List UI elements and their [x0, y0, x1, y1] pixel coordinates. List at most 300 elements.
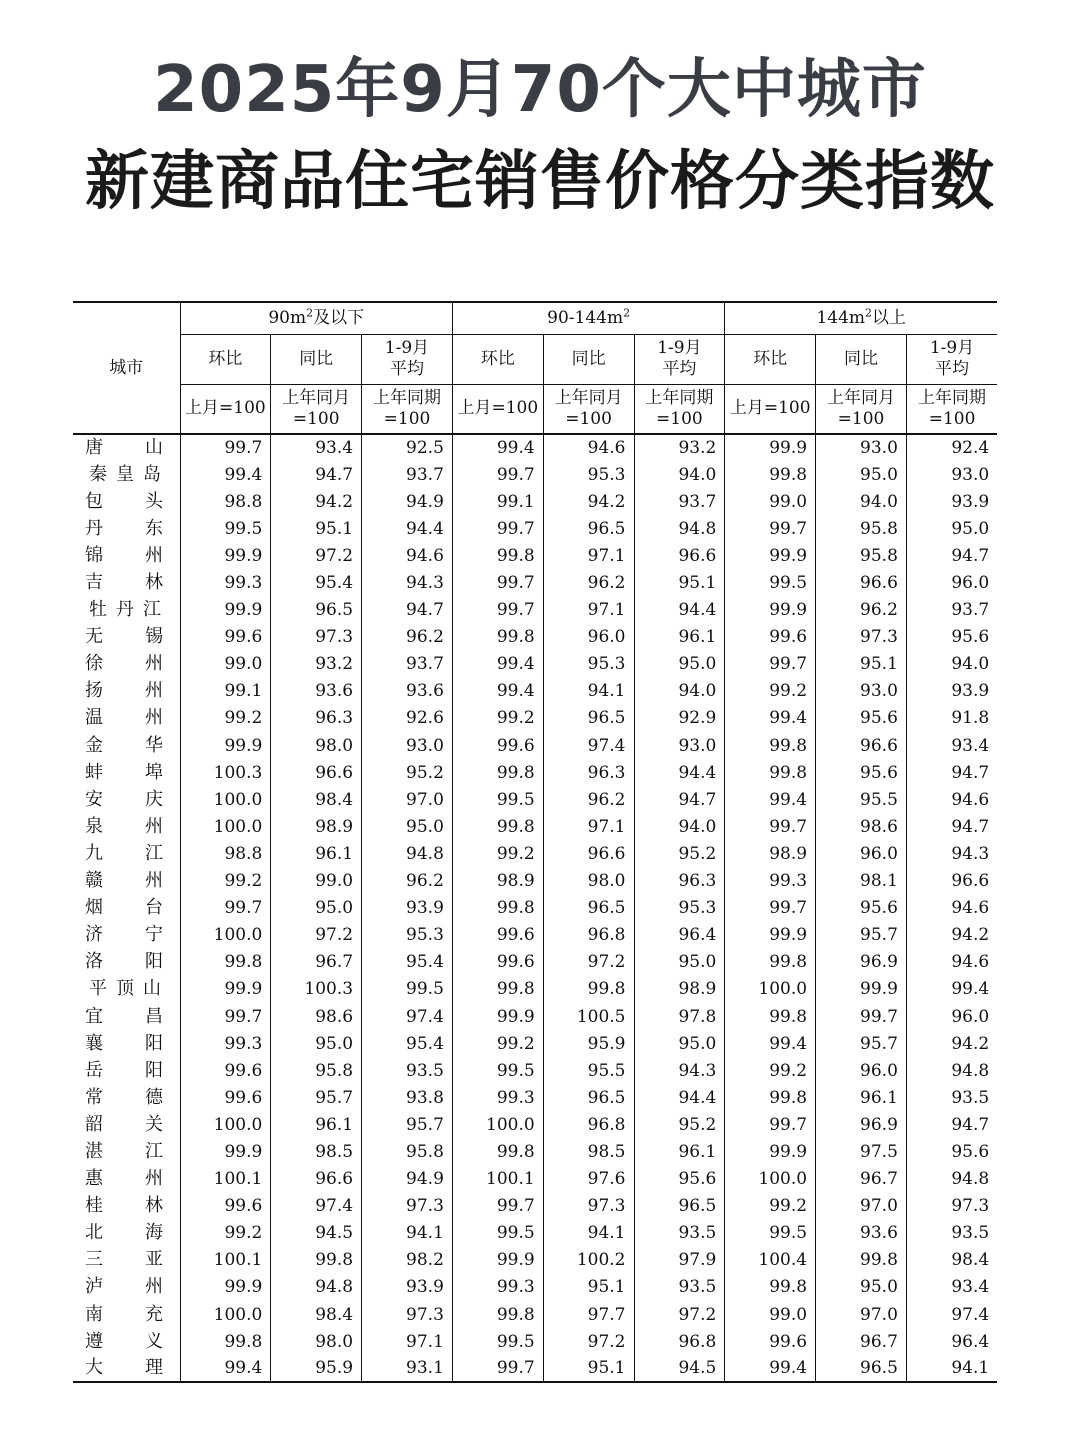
value-cell: 98.9: [725, 840, 816, 867]
table-row: [73, 1166, 997, 1193]
value-cell: 99.8: [452, 542, 543, 569]
value-cell: 99.8: [452, 813, 543, 840]
city-cell: 无 锡: [85, 626, 163, 648]
value-cell: 98.2: [362, 1247, 453, 1274]
value-cell: 94.9: [362, 488, 453, 515]
city-cell: 烟 台: [85, 897, 163, 919]
value-cell: 99.9: [725, 922, 816, 949]
value-cell: 97.5: [816, 1138, 907, 1165]
value-cell: 93.9: [362, 1274, 453, 1301]
value-cell: 99.4: [180, 1355, 271, 1382]
value-cell: 99.1: [180, 678, 271, 705]
value-cell: 94.4: [634, 597, 725, 624]
value-cell: 92.6: [362, 705, 453, 732]
value-cell: 95.7: [816, 1030, 907, 1057]
value-cell: 99.5: [452, 1220, 543, 1247]
value-cell: 99.2: [452, 840, 543, 867]
value-cell: 99.7: [180, 434, 271, 461]
value-cell: 95.7: [271, 1084, 362, 1111]
table-row: [73, 868, 997, 895]
value-cell: 98.0: [271, 1328, 362, 1355]
value-cell: 94.7: [906, 542, 997, 569]
value-cell: 95.3: [543, 461, 634, 488]
value-cell: 95.0: [634, 651, 725, 678]
value-cell: 96.5: [634, 1193, 725, 1220]
city-cell: 九 江: [85, 842, 163, 864]
sub-header: 1-9月 平均: [634, 334, 725, 384]
table-row: [73, 840, 997, 867]
value-cell: 93.4: [906, 1274, 997, 1301]
value-cell: 96.0: [906, 1003, 997, 1030]
city-cell: 岳 阳: [85, 1059, 163, 1081]
value-cell: 99.8: [816, 1247, 907, 1274]
value-cell: 93.8: [362, 1084, 453, 1111]
value-cell: 97.9: [634, 1247, 725, 1274]
value-cell: 94.3: [362, 569, 453, 596]
value-cell: 95.3: [543, 651, 634, 678]
value-cell: 96.3: [634, 868, 725, 895]
value-cell: 94.8: [271, 1274, 362, 1301]
table-row: [73, 515, 997, 542]
value-cell: 96.4: [634, 922, 725, 949]
value-cell: 97.3: [362, 1301, 453, 1328]
value-cell: 96.2: [362, 868, 453, 895]
value-cell: 95.1: [271, 515, 362, 542]
value-cell: 96.2: [816, 597, 907, 624]
city-cell: 锦 州: [85, 544, 163, 566]
city-cell: 三 亚: [85, 1249, 163, 1271]
table-row: [73, 651, 997, 678]
value-cell: 93.5: [906, 1220, 997, 1247]
value-cell: 95.5: [543, 1057, 634, 1084]
value-cell: 96.9: [816, 1111, 907, 1138]
value-cell: 98.9: [634, 976, 725, 1003]
value-cell: 98.8: [180, 488, 271, 515]
city-column-header: 城市: [73, 302, 180, 434]
value-cell: 92.9: [634, 705, 725, 732]
value-cell: 94.0: [634, 678, 725, 705]
page-title: [0, 44, 1080, 228]
value-cell: 100.5: [543, 1003, 634, 1030]
value-cell: 96.0: [816, 840, 907, 867]
value-cell: 99.8: [452, 624, 543, 651]
value-cell: 95.3: [634, 895, 725, 922]
value-cell: 99.3: [725, 868, 816, 895]
value-cell: 97.3: [816, 624, 907, 651]
value-cell: 95.6: [816, 759, 907, 786]
value-cell: 99.9: [180, 542, 271, 569]
value-cell: 95.3: [362, 922, 453, 949]
table-row: [73, 1355, 997, 1382]
value-cell: 96.8: [543, 1111, 634, 1138]
value-cell: 96.7: [816, 1328, 907, 1355]
value-cell: 94.4: [634, 1084, 725, 1111]
value-cell: 93.6: [816, 1220, 907, 1247]
value-cell: 95.4: [362, 1030, 453, 1057]
value-cell: 97.3: [271, 624, 362, 651]
group-header: $90-144m^2$: [452, 302, 724, 334]
value-cell: 99.6: [180, 1084, 271, 1111]
value-cell: 99.8: [725, 1003, 816, 1030]
value-cell: 100.0: [180, 786, 271, 813]
value-cell: 99.1: [452, 488, 543, 515]
table-row: [73, 1247, 997, 1274]
city-cell: 平 顶 山: [89, 978, 161, 1000]
value-cell: 99.7: [725, 895, 816, 922]
city-cell: 遵 义: [85, 1330, 163, 1352]
value-cell: 99.7: [725, 1111, 816, 1138]
value-cell: 95.9: [271, 1355, 362, 1382]
value-cell: 95.8: [816, 542, 907, 569]
value-cell: 99.7: [180, 1003, 271, 1030]
value-cell: 95.8: [816, 515, 907, 542]
value-cell: 95.1: [816, 651, 907, 678]
value-cell: 93.9: [906, 678, 997, 705]
value-cell: 93.9: [362, 895, 453, 922]
value-cell: 93.0: [816, 434, 907, 461]
sub-header: 1-9月 平均: [362, 334, 453, 384]
value-cell: 100.4: [725, 1247, 816, 1274]
table-row: [73, 1328, 997, 1355]
value-cell: 99.2: [180, 1220, 271, 1247]
value-cell: 95.0: [634, 949, 725, 976]
value-cell: 96.2: [362, 624, 453, 651]
table-row: [73, 1274, 997, 1301]
value-cell: 99.4: [725, 705, 816, 732]
table-row: [73, 1138, 997, 1165]
value-cell: 93.6: [362, 678, 453, 705]
value-cell: 96.6: [816, 732, 907, 759]
value-cell: 95.8: [362, 1138, 453, 1165]
value-cell: 98.9: [452, 868, 543, 895]
value-cell: 99.9: [180, 1138, 271, 1165]
value-cell: 99.3: [180, 1030, 271, 1057]
city-cell: 赣 州: [85, 870, 163, 892]
value-cell: 99.6: [180, 624, 271, 651]
value-cell: 94.3: [634, 1057, 725, 1084]
sub-header: 环比: [180, 334, 271, 384]
value-cell: 93.5: [906, 1084, 997, 1111]
value-cell: 94.5: [634, 1355, 725, 1382]
value-cell: 94.0: [816, 488, 907, 515]
value-cell: 99.9: [180, 1274, 271, 1301]
value-cell: 99.9: [816, 976, 907, 1003]
value-cell: 95.1: [634, 569, 725, 596]
value-cell: 93.7: [362, 461, 453, 488]
value-cell: 93.7: [362, 651, 453, 678]
city-cell: 北 海: [85, 1222, 163, 1244]
table-row: [73, 786, 997, 813]
value-cell: 93.5: [634, 1220, 725, 1247]
value-cell: 96.7: [271, 949, 362, 976]
value-cell: 93.2: [271, 651, 362, 678]
value-cell: 99.2: [180, 705, 271, 732]
value-cell: 99.8: [725, 949, 816, 976]
value-cell: 99.2: [452, 1030, 543, 1057]
value-cell: 99.7: [816, 1003, 907, 1030]
value-cell: 99.4: [452, 651, 543, 678]
value-cell: 96.1: [634, 624, 725, 651]
value-cell: 99.8: [452, 1301, 543, 1328]
value-cell: 95.6: [906, 624, 997, 651]
city-cell: 安 庆: [85, 788, 163, 810]
value-cell: 99.8: [452, 1138, 543, 1165]
value-cell: 99.9: [180, 976, 271, 1003]
value-cell: 95.0: [271, 1030, 362, 1057]
value-cell: 95.0: [816, 1274, 907, 1301]
value-cell: 97.4: [543, 732, 634, 759]
city-cell: 扬 州: [85, 680, 163, 702]
table-row: [73, 1111, 997, 1138]
value-cell: 94.8: [634, 515, 725, 542]
sub-header: 同比: [271, 334, 362, 384]
value-cell: 99.7: [452, 515, 543, 542]
value-cell: 93.1: [362, 1355, 453, 1382]
value-cell: 99.2: [452, 705, 543, 732]
value-cell: 97.1: [543, 597, 634, 624]
value-cell: 99.5: [725, 1220, 816, 1247]
group-header: $90m^2$及以下: [180, 302, 452, 334]
value-cell: 96.6: [271, 759, 362, 786]
city-cell: 牡 丹 江: [89, 599, 161, 621]
value-cell: 98.0: [543, 868, 634, 895]
value-cell: 100.1: [180, 1166, 271, 1193]
value-cell: 96.6: [906, 868, 997, 895]
city-cell: 惠 州: [85, 1168, 163, 1190]
value-cell: 97.0: [816, 1301, 907, 1328]
city-cell: 蚌 埠: [85, 761, 163, 783]
value-cell: 94.8: [362, 840, 453, 867]
value-cell: 99.9: [725, 597, 816, 624]
value-cell: 96.6: [816, 569, 907, 596]
value-cell: 96.0: [543, 624, 634, 651]
table-row: [73, 569, 997, 596]
value-cell: 99.8: [725, 1084, 816, 1111]
value-cell: 93.0: [816, 678, 907, 705]
value-cell: 98.1: [816, 868, 907, 895]
value-cell: 94.7: [906, 813, 997, 840]
value-cell: 99.8: [543, 976, 634, 1003]
value-cell: 100.2: [543, 1247, 634, 1274]
value-cell: 99.2: [725, 678, 816, 705]
value-cell: 99.4: [725, 1355, 816, 1382]
value-cell: 99.4: [725, 1030, 816, 1057]
value-cell: 99.6: [452, 949, 543, 976]
value-cell: 99.5: [725, 569, 816, 596]
table-row: [73, 732, 997, 759]
value-cell: 99.4: [725, 786, 816, 813]
base-header: 上年同月 =100: [816, 384, 907, 434]
value-cell: 96.9: [816, 949, 907, 976]
value-cell: 98.4: [271, 1301, 362, 1328]
base-header: 上年同期 =100: [906, 384, 997, 434]
sub-header: 同比: [543, 334, 634, 384]
city-cell: 桂 林: [85, 1195, 163, 1217]
city-cell: 洛 阳: [85, 951, 163, 973]
value-cell: 100.0: [725, 976, 816, 1003]
value-cell: 95.0: [906, 515, 997, 542]
table-row: [73, 705, 997, 732]
value-cell: 95.9: [543, 1030, 634, 1057]
value-cell: 97.7: [543, 1301, 634, 1328]
value-cell: 93.7: [634, 488, 725, 515]
value-cell: 94.6: [362, 542, 453, 569]
value-cell: 99.6: [452, 732, 543, 759]
value-cell: 94.0: [634, 461, 725, 488]
value-cell: 96.5: [543, 515, 634, 542]
table-row: [73, 488, 997, 515]
title-line-1: 2025年9月70个大中城市: [153, 53, 927, 127]
value-cell: 100.0: [452, 1111, 543, 1138]
value-cell: 94.5: [271, 1220, 362, 1247]
value-cell: 99.9: [452, 1247, 543, 1274]
value-cell: 95.5: [816, 786, 907, 813]
value-cell: 99.2: [725, 1057, 816, 1084]
city-cell: 温 州: [85, 707, 163, 729]
value-cell: 94.7: [906, 759, 997, 786]
value-cell: 96.2: [543, 786, 634, 813]
value-cell: 94.2: [906, 1030, 997, 1057]
value-cell: 100.3: [271, 976, 362, 1003]
table-row: [73, 949, 997, 976]
value-cell: 99.7: [452, 461, 543, 488]
value-cell: 99.3: [452, 1274, 543, 1301]
value-cell: 98.6: [271, 1003, 362, 1030]
value-cell: 98.9: [271, 813, 362, 840]
group-header: $144m^2$以上: [725, 302, 997, 334]
value-cell: 94.4: [634, 759, 725, 786]
value-cell: 99.7: [180, 895, 271, 922]
value-cell: 96.6: [634, 542, 725, 569]
value-cell: 96.5: [271, 597, 362, 624]
city-cell: 湛 江: [85, 1140, 163, 1162]
value-cell: 94.2: [543, 488, 634, 515]
value-cell: 97.1: [543, 542, 634, 569]
table-row: [73, 1030, 997, 1057]
value-cell: 94.2: [271, 488, 362, 515]
value-cell: 99.4: [452, 434, 543, 461]
value-cell: 99.7: [452, 1355, 543, 1382]
value-cell: 97.2: [271, 542, 362, 569]
base-header: 上月=100: [180, 384, 271, 434]
table-body: [73, 434, 997, 1382]
value-cell: 96.6: [271, 1166, 362, 1193]
value-cell: 100.1: [452, 1166, 543, 1193]
table-row: [73, 1301, 997, 1328]
value-cell: 96.1: [816, 1084, 907, 1111]
table-row: [73, 678, 997, 705]
value-cell: 93.5: [634, 1274, 725, 1301]
value-cell: 95.0: [634, 1030, 725, 1057]
value-cell: 99.9: [725, 434, 816, 461]
value-cell: 99.6: [452, 922, 543, 949]
value-cell: 99.2: [725, 1193, 816, 1220]
value-cell: 100.1: [180, 1247, 271, 1274]
city-cell: 泉 州: [85, 815, 163, 837]
value-cell: 99.6: [725, 624, 816, 651]
value-cell: 94.7: [906, 1111, 997, 1138]
table-header: [73, 302, 997, 434]
value-cell: 97.2: [271, 922, 362, 949]
value-cell: 97.0: [816, 1193, 907, 1220]
value-cell: 99.0: [180, 651, 271, 678]
value-cell: 100.0: [180, 1301, 271, 1328]
city-cell: 丹 东: [85, 517, 163, 539]
sub-header: 1-9月 平均: [906, 334, 997, 384]
value-cell: 95.4: [271, 569, 362, 596]
value-cell: 99.9: [725, 1138, 816, 1165]
value-cell: 95.7: [816, 922, 907, 949]
value-cell: 95.8: [271, 1057, 362, 1084]
base-header: 上年同期 =100: [362, 384, 453, 434]
value-cell: 93.0: [362, 732, 453, 759]
table-row: [73, 542, 997, 569]
value-cell: 96.3: [543, 759, 634, 786]
value-cell: 99.8: [725, 759, 816, 786]
value-cell: 97.1: [543, 813, 634, 840]
value-cell: 95.6: [906, 1138, 997, 1165]
value-cell: 91.8: [906, 705, 997, 732]
city-cell: 徐 州: [85, 653, 163, 675]
value-cell: 94.1: [906, 1355, 997, 1382]
value-cell: 99.8: [180, 1328, 271, 1355]
value-cell: 95.0: [362, 813, 453, 840]
value-cell: 96.5: [543, 705, 634, 732]
city-cell: 唐 山: [85, 437, 163, 459]
table-row: [73, 922, 997, 949]
value-cell: 100.3: [180, 759, 271, 786]
value-cell: 95.6: [816, 895, 907, 922]
value-cell: 99.4: [452, 678, 543, 705]
table-row: [73, 1057, 997, 1084]
value-cell: 99.3: [452, 1084, 543, 1111]
value-cell: 95.1: [543, 1355, 634, 1382]
price-index-table: [73, 301, 997, 1383]
value-cell: 95.0: [271, 895, 362, 922]
value-cell: 97.3: [543, 1193, 634, 1220]
value-cell: 93.4: [906, 732, 997, 759]
value-cell: 94.3: [906, 840, 997, 867]
value-cell: 99.4: [906, 976, 997, 1003]
table-row: [73, 434, 997, 461]
value-cell: 96.4: [906, 1328, 997, 1355]
value-cell: 94.2: [906, 922, 997, 949]
city-cell: 常 德: [85, 1086, 163, 1108]
city-cell: 南 充: [85, 1303, 163, 1325]
value-cell: 99.8: [452, 895, 543, 922]
value-cell: 98.4: [906, 1247, 997, 1274]
value-cell: 96.7: [816, 1166, 907, 1193]
value-cell: 95.7: [362, 1111, 453, 1138]
city-cell: 襄 阳: [85, 1032, 163, 1054]
value-cell: 99.5: [180, 515, 271, 542]
value-cell: 94.9: [362, 1166, 453, 1193]
city-cell: 秦 皇 岛: [89, 463, 161, 485]
value-cell: 99.8: [452, 976, 543, 1003]
value-cell: 96.5: [543, 1084, 634, 1111]
value-cell: 97.2: [634, 1301, 725, 1328]
value-cell: 96.0: [816, 1057, 907, 1084]
value-cell: 97.2: [543, 949, 634, 976]
value-cell: 93.4: [271, 434, 362, 461]
value-cell: 99.7: [452, 569, 543, 596]
value-cell: 100.0: [180, 813, 271, 840]
table-row: [73, 1084, 997, 1111]
city-cell: 济 宁: [85, 924, 163, 946]
value-cell: 96.5: [816, 1355, 907, 1382]
value-cell: 99.3: [180, 569, 271, 596]
value-cell: 99.8: [725, 461, 816, 488]
